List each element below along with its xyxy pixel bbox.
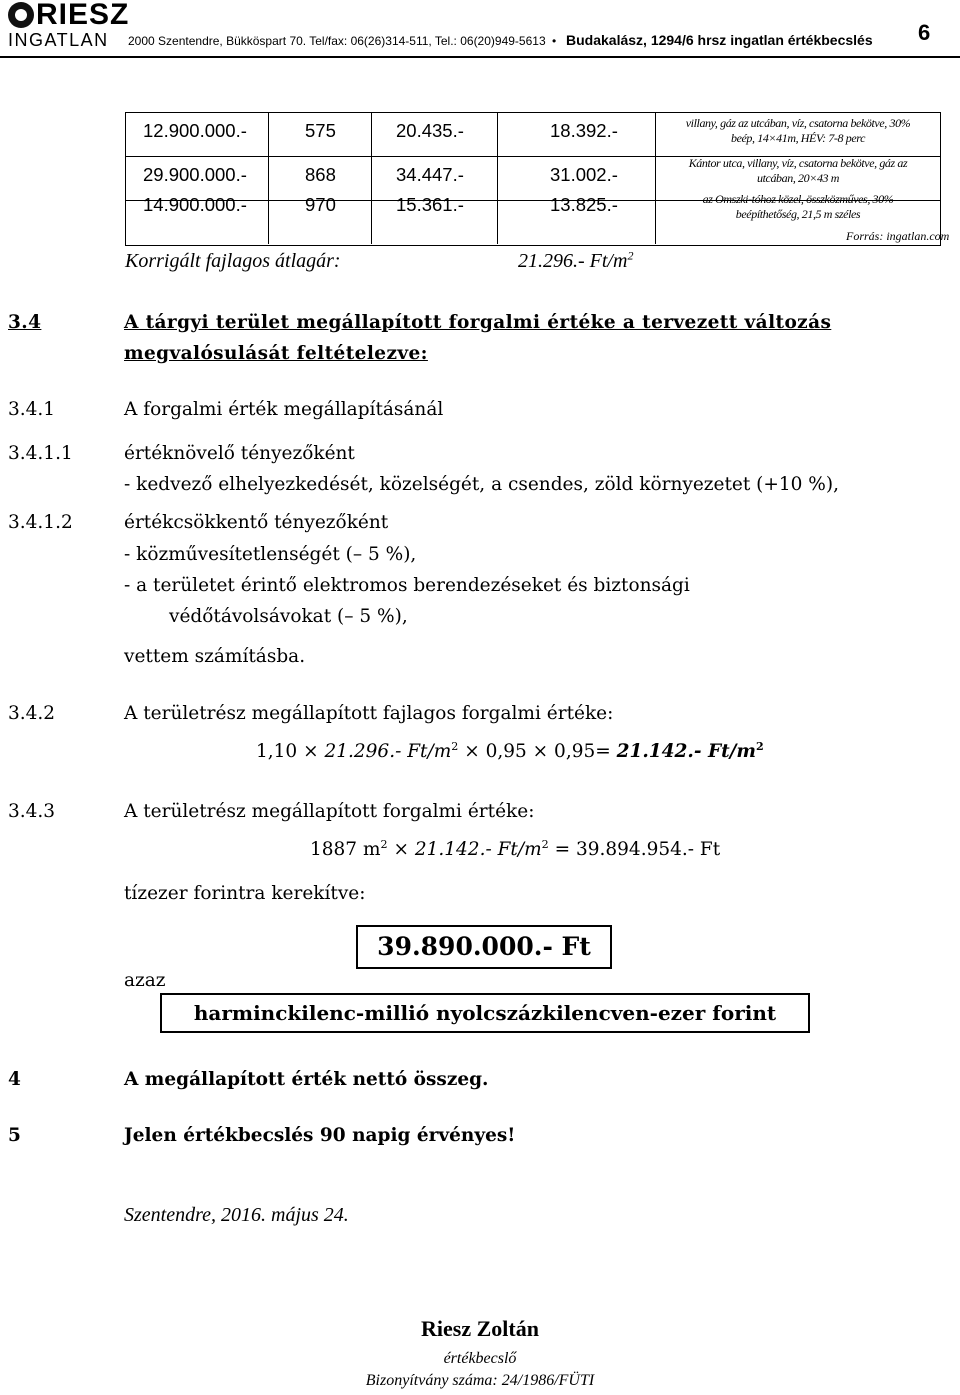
section-heading: Jelen értékbecslés 90 napig érvényes!	[124, 1125, 516, 1146]
formula-italic: 21.296.- Ft/m	[324, 741, 452, 762]
section-number: 3.4.3	[8, 801, 56, 822]
header-title: Budakalász, 1294/6 hrsz ingatlan értékbecslés	[566, 32, 873, 48]
rounded-value-box: 39.890.000.- Ft	[356, 925, 612, 969]
header-address: 2000 Szentendre, Bükköspart 70. Tel/fax: 06(26)314-511, Tel.: 06(20)949-5613	[128, 34, 546, 48]
formula-text: 1,10 ×	[256, 741, 325, 762]
table-cell-unit-price: 20.435.-	[396, 120, 464, 141]
note-line: az Omszki-tóhoz közel, összközműves, 30%	[702, 192, 894, 206]
table-cell-unit-price: 15.361.-	[396, 194, 464, 215]
section-number: 3.4.1.2	[8, 512, 73, 533]
formula-italic: 21.142.- Ft/m	[414, 839, 542, 860]
section-number: 5	[8, 1125, 21, 1146]
table-col-divider	[655, 112, 656, 244]
table-cell-price: 29.900.000.-	[143, 164, 247, 185]
table-cell-corrected: 18.392.-	[550, 120, 618, 141]
formula-text: 1887 m	[310, 839, 381, 860]
table-col-divider	[268, 112, 269, 244]
formula-text: × 0,95 × 0,95=	[458, 741, 617, 762]
table-col-divider	[371, 112, 372, 244]
section-number: 4	[8, 1069, 21, 1090]
table-col-divider	[497, 112, 498, 244]
table-cell-corrected: 13.825.-	[550, 194, 618, 215]
signatory-role: értékbecslő	[443, 1350, 517, 1367]
note-line: villany, gáz az utcában, víz, csatorna bekötve, 30%	[685, 116, 911, 130]
average-price-label: Korrigált fajlagos átlagár:	[125, 250, 341, 272]
table-cell-price: 14.900.000.-	[143, 194, 247, 215]
page-number: 6	[918, 20, 931, 45]
average-price-text: 21.296.- Ft/m	[518, 250, 628, 272]
list-item-continued: védőtávolsávokat (– 5 %),	[169, 606, 408, 627]
unit-superscript: 2	[627, 248, 634, 263]
unit-superscript: 2	[756, 739, 764, 753]
table-cell-area: 970	[305, 194, 336, 215]
section-title-line2: megvalósulását feltételezve:	[124, 343, 428, 364]
section-heading: értéknövelő tényezőként	[124, 443, 355, 464]
section-title-line1: A tárgyi terület megállapított forgalmi értéke a tervezett változás	[124, 312, 832, 333]
note-line: Kántor utca, villany, víz, csatorna bekötve, gáz az	[688, 156, 908, 170]
table-cell-note	[660, 156, 936, 186]
section-heading: A forgalmi érték megállapításánál	[124, 399, 444, 420]
average-price-value	[518, 248, 633, 274]
source-note: Forrás: ingatlan.com	[846, 229, 950, 243]
paragraph: vettem számításba.	[124, 646, 306, 667]
unit-price-formula	[256, 740, 764, 764]
list-item: - közművesítetlenségét (– 5 %),	[124, 544, 417, 565]
unit-superscript: 2	[451, 739, 459, 753]
formula-result: 21.142.- Ft/m	[616, 741, 756, 762]
list-item: - kedvező elhelyezkedését, közelségét, a csendes, zöld környezetet (+10 %),	[124, 474, 839, 495]
logo-text-bottom: INGATLAN	[8, 30, 109, 50]
value-in-words-box: harminckilenc-millió nyolcszázkilencven-ezer forint	[160, 993, 810, 1033]
table-cell-unit-price: 34.447.-	[396, 164, 464, 185]
formula-text: = 39.894.954.- Ft	[548, 839, 721, 860]
table-cell-area: 868	[305, 164, 336, 185]
header-divider	[0, 56, 960, 58]
note-line: beép, 14×41m, HÉV: 7-8 perc	[730, 131, 866, 145]
table-cell-price: 12.900.000.-	[143, 120, 247, 141]
note-line: utcában, 20×43 m	[756, 171, 840, 185]
logo-badge-icon	[8, 2, 34, 28]
note-line: beépíthetőség, 21,5 m széles	[735, 207, 861, 221]
section-number: 3.4.2	[8, 703, 56, 724]
section-number: 3.4.1.1	[8, 443, 73, 464]
value-formula	[310, 838, 720, 862]
section-heading: A megállapított érték nettó összeg.	[124, 1069, 489, 1090]
table-cell-note	[660, 116, 936, 146]
table-cell-corrected: 31.002.-	[550, 164, 618, 185]
signatory-name: Riesz Zoltán	[421, 1316, 539, 1341]
unit-superscript: 2	[541, 837, 549, 851]
section-number: 3.4.1	[8, 399, 56, 420]
table-cell-area: 575	[305, 120, 336, 141]
logo-text-top: RIESZ	[36, 0, 130, 31]
header-bullet: •	[552, 34, 557, 48]
formula-text: ×	[387, 839, 415, 860]
unit-superscript: 2	[380, 837, 388, 851]
section-heading: A területrész megállapított fajlagos forgalmi értéke:	[124, 703, 614, 724]
section-heading: A területrész megállapított forgalmi értéke:	[124, 801, 535, 822]
table-cell-note	[660, 192, 936, 222]
azaz-label: azaz	[124, 970, 166, 991]
certificate-number: Bizonyítvány száma: 24/1986/FÜTI	[365, 1372, 595, 1389]
list-item: - a területet érintő elektromos berendezéseket és biztonsági	[124, 575, 690, 596]
section-heading: értékcsökkentő tényezőként	[124, 512, 389, 533]
place-date: Szentendre, 2016. május 24.	[124, 1204, 349, 1226]
rounding-label: tízezer forintra kerekítve:	[124, 883, 366, 904]
section-number: 3.4	[8, 312, 42, 333]
company-logo	[8, 0, 129, 30]
